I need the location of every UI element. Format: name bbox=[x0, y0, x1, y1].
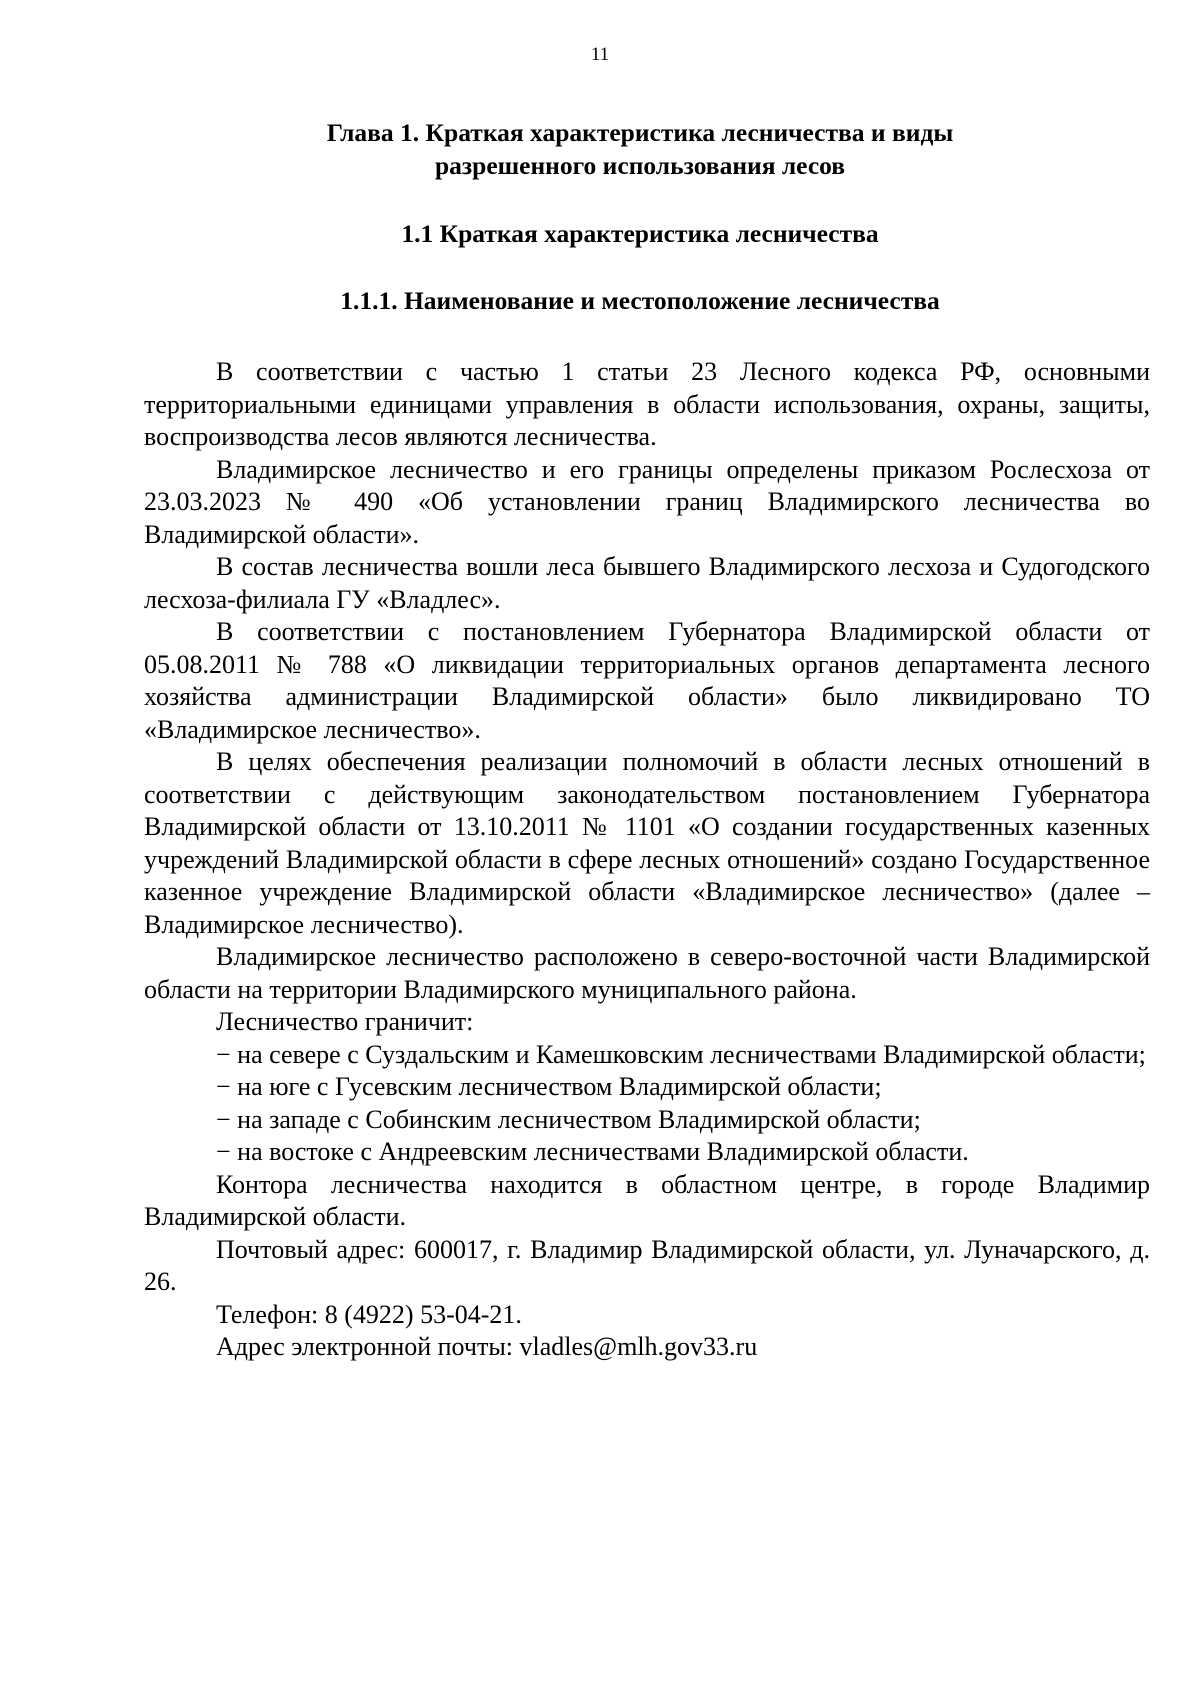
border-item-south: − на юге с Гусевским лесничеством Владимирской области; bbox=[216, 1072, 882, 1101]
phone-number: Телефон: 8 (4922) 53-04-21. bbox=[216, 1299, 522, 1329]
paragraph-7: Лесничество граничит: bbox=[216, 1007, 474, 1036]
paragraph-6: Владимирское лесничество расположено в северо-восточной части Владимирской области на территории Владимирского муниципального района. bbox=[144, 942, 1150, 1004]
chapter-title-line-2: разрешенного использования лесов bbox=[434, 151, 846, 180]
paragraph-2: Владимирское лесничество и его границы определены приказом Рослесхоза от 23.03.2023 № 490 «Об установлении границ Владимирского лесничества во Владимирской области». bbox=[144, 454, 1150, 549]
paragraph-1: В соответствии с частью 1 статьи 23 Лесного кодекса РФ, основными территориальными единицами управления в области использования, охраны, защиты, воспроизводства лесов являются лесничества. bbox=[144, 357, 1150, 451]
border-item-east: − на востоке с Андреевским лесничествами Владимирской области. bbox=[216, 1137, 969, 1166]
email-address: Адрес электронной почты: vladles@mlh.gov33.ru bbox=[216, 1332, 758, 1361]
border-item-north: − на севере с Суздальским и Камешковским лесничествами Владимирской области; bbox=[216, 1039, 1146, 1069]
paragraph-3: В состав лесничества вошли леса бывшего Владимирского лесхоза и Судогодского лесхоза-филиала ГУ «Владлес». bbox=[144, 552, 1150, 614]
chapter-title bbox=[240, 116, 1040, 182]
subsection-title: 1.1.1. Наименование и местоположение лесничества bbox=[340, 286, 940, 315]
border-item-west: − на западе с Собинским лесничеством Владимирской области; bbox=[216, 1104, 921, 1134]
body-text bbox=[144, 356, 1150, 1364]
page-number: 11 bbox=[590, 44, 610, 65]
section-title: 1.1 Краткая характеристика лесничества bbox=[401, 219, 879, 248]
chapter-title-line-1: Глава 1. Краткая характеристика лесничества и виды bbox=[326, 118, 954, 147]
paragraph-5: В целях обеспечения реализации полномочий в области лесных отношений в соответствии с действующим законодательством постановлением Губернатора Владимирской области от 13.10.2011 № 1101 «О создании государственных казенных учреждений Владимирской области в сфере лесных отношений» создано Государственное казенное учреждение Владимирской области «Владимирское лесничество» (далее – Владимирское лесничество). bbox=[144, 747, 1150, 939]
postal-address: Почтовый адрес: 600017, г. Владимир Владимирской области, ул. Луначарского, д. 26. bbox=[144, 1234, 1150, 1296]
office-location: Контора лесничества находится в областном центре, в городе Владимир Владимирской области. bbox=[144, 1169, 1150, 1231]
paragraph-4: В соответствии с постановлением Губернатора Владимирской области от 05.08.2011 № 788 «О ликвидации территориальных органов департамента лесного хозяйства администрации Владимирской области» было ликвидировано ТО «Владимирское лесничество». bbox=[144, 617, 1150, 744]
